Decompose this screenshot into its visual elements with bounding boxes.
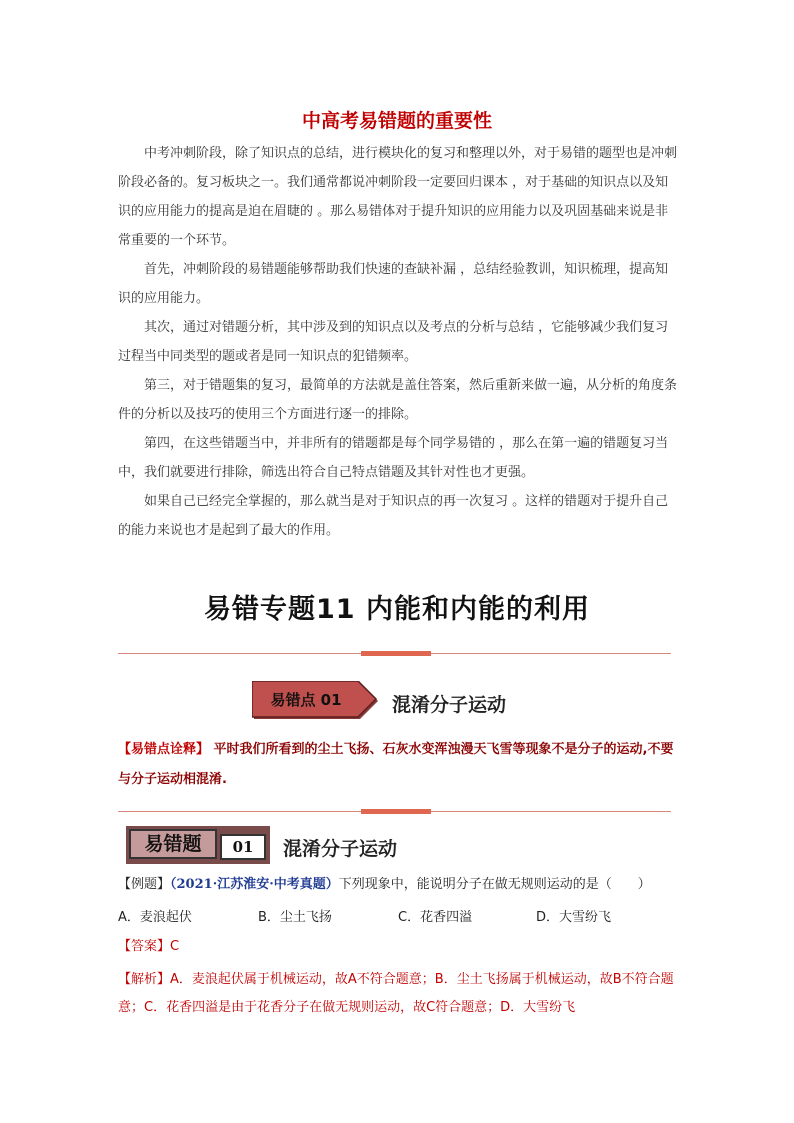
divider-accent [361,809,431,814]
error-question-title: 混淆分子运动 [283,838,398,860]
option-c: C．花香四溢 [398,910,473,925]
option-d: D．大雪纷飞 [536,910,612,925]
answer-options [118,900,680,928]
answer-label: 【答案】 [118,939,171,954]
error-question-badge-number: 01 [220,834,266,860]
question-source: （2021·江苏淮安·中考真题） [170,877,339,892]
intro-paragraph: 第四，在这些错题当中，并非所有的错题都是每个同学易错的 ，那么在第一遍的错题复习当中，我们就要进行排除，筛选出符合自己特点错题及其针对性也才更强。 [118,436,669,480]
example-label: 【例题】 [118,877,171,892]
divider-accent [361,651,431,656]
error-point-explanation [118,735,680,795]
divider-line [118,811,671,812]
example-question [118,871,680,899]
option-b: B．尘土飞扬 [258,910,332,925]
option-a: A．麦浪起伏 [118,910,192,925]
divider-line [118,653,671,654]
question-text: 下列现象中，能说明分子在做无规则运动的是（ ） [338,877,651,892]
error-point-tag [252,681,380,721]
intro-paragraph: 第三，对于错题集的复习，最简单的方法就是盖住答案，然后重新来做一遍，从分析的角度条件的分析以及技巧的使用三个方面进行逐一的排除。 [118,378,678,422]
answer-line [118,933,179,961]
intro-paragraph: 其次，通过对错题分析，其中涉及到的知识点以及考点的分析与总结 ，它能够减少我们复习过程当中同类型的题或者是同一知识点的犯错频率。 [118,320,669,364]
analysis-text: A．麦浪起伏属于机械运动，故A不符合题意；B．尘土飞扬属于机械运动，故B不符合题意；C．花香四溢是由于花香分子在做无规则运动，故C符合题意；D．大雪纷飞 [118,972,674,1015]
explain-label: 【易错点诠释】 [118,742,210,757]
explain-text: 平时我们所看到的尘土飞扬、石灰水变浑浊漫天飞雪等现象不是分子的运动,不要与分子运动相混淆. [118,742,674,787]
error-point-title: 混淆分子运动 [392,694,507,716]
intro-paragraph: 首先，冲刺阶段的易错题能够帮助我们快速的查缺补漏 ，总结经验教训，知识梳理，提高知识的应用能力。 [118,262,669,306]
analysis-block [118,966,680,1022]
error-point-tag-label: 易错点 01 [270,691,342,709]
analysis-label: 【解析】 [118,972,171,987]
main-title: 易错专题11 内能和内能的利用 [204,594,590,625]
answer-value: C [170,939,180,954]
intro-paragraph: 如果自己已经完全掌握的，那么就当是对于知识点的再一次复习 。这样的错题对于提升自己的能力来说也才是起到了最大的作用。 [118,494,669,538]
intro-paragraph: 中考冲刺阶段，除了知识点的总结，进行模块化的复习和整理以外，对于易错的题型也是冲刺阶段必备的。复习板块之一。我们通常都说冲刺阶段一定要回归课本 ，对于基础的知识点以及知识的应用能力的提高是迫在眉睫的 。那么易错体对于提升知识的应用能力以及巩固基础来说是非常重要的一个环节。 [118,146,678,248]
page-title: 中高考易错题的重要性 [301,110,492,132]
error-question-badge-label: 易错题 [129,829,217,859]
intro-body [118,139,678,545]
